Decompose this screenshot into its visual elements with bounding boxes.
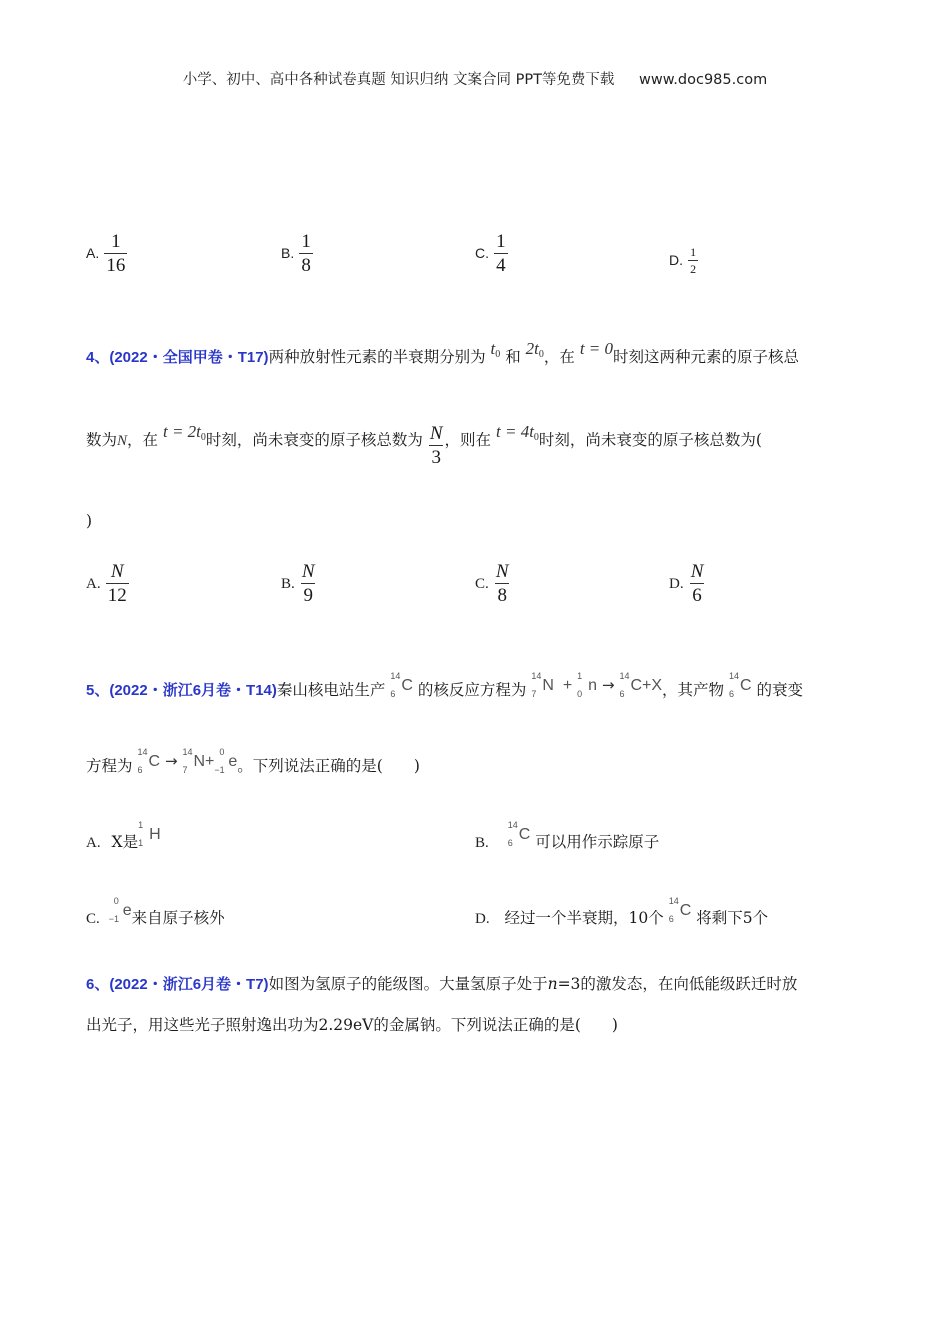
option-label: D. xyxy=(669,576,684,592)
t-eq-4t0: $t = 4t_0$ xyxy=(496,422,539,443)
q5-option-c[interactable]: C. 0 −1 e来自原子核外 xyxy=(86,896,225,927)
q4-option-d[interactable] xyxy=(669,562,705,605)
t0-symbol: $t_0$ xyxy=(490,339,501,360)
fraction: $\frac{N}{6}$ xyxy=(690,561,704,606)
electron: 0 −1 e xyxy=(214,747,238,775)
q5-option-b[interactable]: B. 14 6 C 可以用作示踪原子 xyxy=(475,820,660,851)
plus-sign: + xyxy=(562,677,573,694)
isotope-c14: 14 6 C xyxy=(668,896,692,924)
q3-option-a[interactable] xyxy=(86,232,127,275)
fraction: $\frac{1}{4}$ xyxy=(496,231,506,276)
option-label: A. xyxy=(86,576,101,592)
q4-option-a[interactable] xyxy=(86,562,129,605)
q4-line1: 4、(2022・全国甲卷・T17)两种放射性元素的半衰期分别为 $t_0$ 和 $2t_0$，在 t = 0时刻这两种元素的原子核总 xyxy=(86,339,800,366)
option-label: C. xyxy=(475,245,489,261)
page-header xyxy=(0,68,950,89)
option-label: A. xyxy=(86,835,101,851)
q5-option-d[interactable]: D. 经过一个半衰期，10个 14 6 C 将剩下5个 xyxy=(475,896,769,927)
reaction-arrow: → xyxy=(601,676,615,694)
option-label: D. xyxy=(475,911,490,927)
electron: 0 −1 e xyxy=(108,896,132,924)
q3-option-b[interactable] xyxy=(281,232,313,275)
q5-line1: 5、(2022・浙江6月卷・T14)秦山核电站生产 14 6 C 的核反应方程为 14 7 N + 1 0 n → 14 6 C+X，其产物 14 6 C 的衰变 xyxy=(86,671,803,699)
2t0-symbol: $2t_0$ xyxy=(525,339,544,360)
option-label: A. xyxy=(86,245,100,261)
isotope-neutron: 1 0 n xyxy=(577,671,597,699)
option-label: D. xyxy=(669,252,683,268)
q5-option-a[interactable]: A. X是 1 1 H xyxy=(86,820,161,851)
option-label: B. xyxy=(281,245,295,261)
isotope-n14: 14 7 N xyxy=(182,747,206,775)
option-label: C. xyxy=(475,576,489,592)
option-label: C. xyxy=(86,911,100,927)
isotope-c14: 14 6 C xyxy=(507,820,531,848)
plus-sign: + xyxy=(205,753,215,770)
isotope-c14-plus-x: 14 6 C+X xyxy=(619,671,663,699)
n-symbol: n xyxy=(547,975,558,993)
q3-option-c[interactable] xyxy=(475,232,508,275)
reaction-arrow: → xyxy=(164,752,178,770)
option-label: B. xyxy=(475,835,489,851)
q4-heading: 4、(2022・全国甲卷・T17) xyxy=(86,349,269,366)
q6-line1: 6、(2022・浙江6月卷・T7)如图为氢原子的能级图。大量氢原子处于n=3的激发态，在向低能级跃迁时放 xyxy=(86,975,798,993)
q6-heading: 6、(2022・浙江6月卷・T7) xyxy=(86,976,269,993)
fraction: $\frac{N}{9}$ xyxy=(301,561,315,606)
q4-option-b[interactable] xyxy=(281,562,317,605)
isotope-n14: 14 7 N xyxy=(531,671,554,699)
fraction: $\frac{1}{8}$ xyxy=(301,231,311,276)
isotope-c14: 14 6 C xyxy=(137,747,161,775)
fraction: $\frac{N}{8}$ xyxy=(495,561,509,606)
fraction: $\frac{1}{16}$ xyxy=(106,231,126,276)
t-eq-0: t = 0 xyxy=(579,339,614,358)
isotope-c14: 14 6 C xyxy=(728,671,752,699)
q5-heading: 5、(2022・浙江6月卷・T14) xyxy=(86,682,277,699)
fraction-N-over-3: $\frac{N}{3}$ xyxy=(429,423,443,468)
q5-line2: 方程为 14 6 C → 14 7 N+ 0 −1 e。下列说法正确的是( ) xyxy=(86,747,420,775)
option-label: B. xyxy=(281,576,295,592)
header-text: 小学、初中、高中各种试卷真题 知识归纳 文案合同 PPT等免费下载 xyxy=(182,72,615,88)
t-eq-2t0: $t = 2t_0$ xyxy=(162,422,206,443)
isotope-c14: 14 6 C xyxy=(390,671,413,699)
isotope-h1: 1 1 H xyxy=(138,820,161,848)
header-url: www.doc985.com xyxy=(639,72,768,88)
N-symbol: N xyxy=(117,433,128,449)
fraction: $\frac{1}{2}$ xyxy=(690,245,697,276)
q4-option-c[interactable] xyxy=(475,562,511,605)
fraction: $\frac{N}{12}$ xyxy=(107,561,127,606)
q6-line2: 出光子，用这些光子照射逸出功为2.29eV的金属钠。下列说法正确的是( ) xyxy=(86,1016,618,1034)
q4-line3: ) xyxy=(86,512,93,530)
q3-option-d[interactable] xyxy=(669,246,698,275)
q4-line2: 数为N，在 $t = 2t_0$时刻，尚未衰变的原子核总数为 $\frac{N}{3}$ ，则在 $t = 4t_0$时刻，尚未衰变的原子核总数为( xyxy=(86,422,762,468)
